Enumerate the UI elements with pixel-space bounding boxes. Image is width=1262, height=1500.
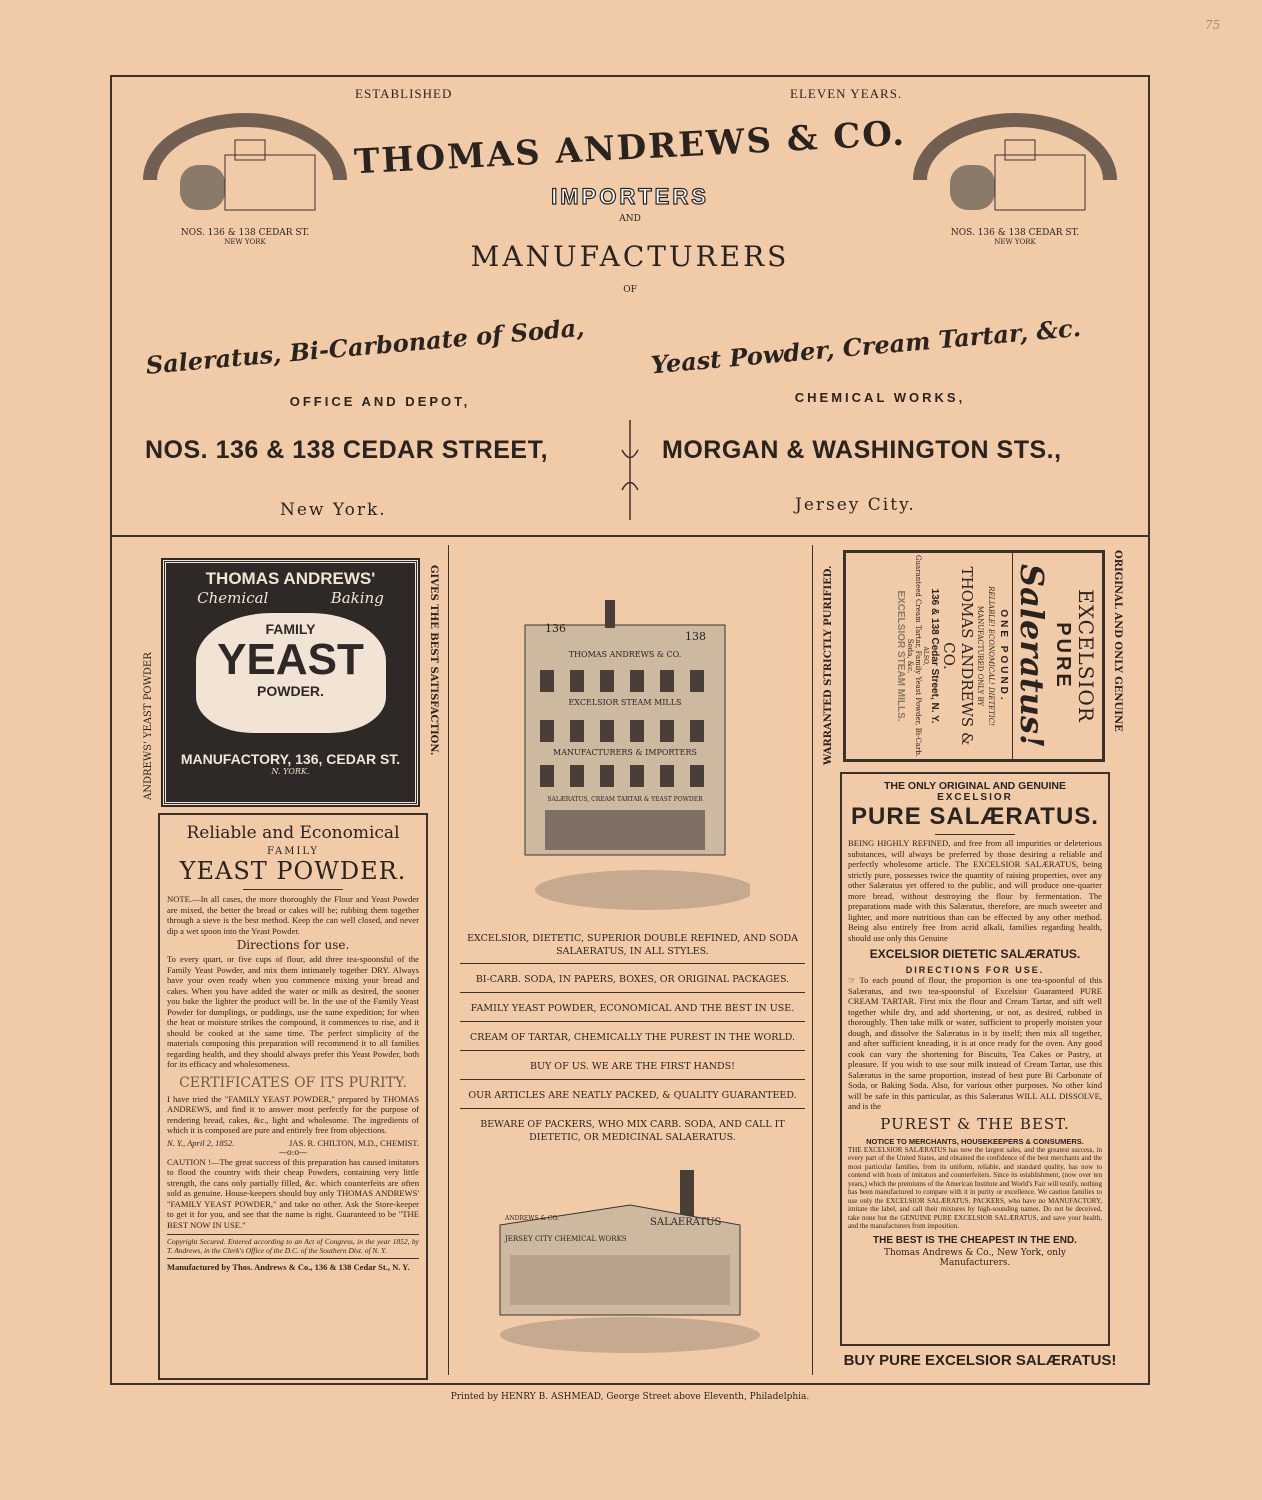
- saleratus-ad: [840, 772, 1110, 1346]
- label-chemical: Chemical: [197, 589, 269, 607]
- ad-title: YEAST POWDER.: [179, 857, 407, 885]
- company-name: THOMAS ANDREWS & CO.: [353, 113, 907, 183]
- label-reliable: RELIABLE! ECONOMICAL! DIETETIC!: [987, 586, 995, 726]
- logo-city: NEW YORK: [224, 238, 266, 246]
- yeast-powder-ad: [158, 813, 428, 1380]
- address-left: NOS. 136 & 138 CEDAR STREET,: [145, 436, 549, 464]
- logo-city: NEW YORK: [994, 238, 1036, 246]
- established: ESTABLISHED: [355, 86, 453, 101]
- label-chemical-baking: [166, 589, 415, 607]
- manufactured-by: Manufactured by Thos. Andrews & Co., 136 & 138 Cedar St., N. Y.: [167, 1258, 419, 1272]
- logo-address: NOS. 136 & 138 CEDAR ST.: [950, 228, 1080, 238]
- excelsior-label: EXCELSIOR: [937, 792, 1013, 803]
- label-family: FAMILY: [265, 621, 316, 637]
- sign-company: THOMAS ANDREWS & CO.: [568, 650, 682, 659]
- product-left: Saleratus, Bi-Carbonate of Soda,: [144, 312, 586, 380]
- chemical-works-engraving: [490, 1165, 770, 1365]
- directions-title: DIRECTIONS FOR USE.: [905, 965, 1045, 975]
- label-manufactory: MANUFACTORY, 136, CEDAR ST.: [180, 751, 401, 767]
- logo-right-address: [910, 228, 1120, 246]
- product-right: Yeast Powder, Cream Tartar, &c.: [649, 312, 1083, 380]
- product-line: BUY OF US. WE ARE THE FIRST HANDS!: [460, 1050, 805, 1079]
- label-one-pound: ONE POUND.: [998, 553, 1013, 759]
- side-text: GIVES THE BEST SATISFACTION.: [428, 565, 439, 756]
- sign-manufacturers: MANUFACTURERS & IMPORTERS: [553, 748, 697, 757]
- importers: IMPORTERS: [551, 184, 709, 209]
- address-right: MORGAN & WASHINGTON STS.,: [662, 436, 1062, 464]
- logo-left-address: [140, 228, 350, 246]
- directions-text: To every quart, or five cups of flour, add three tea-spoonsful of the Family Yeast Powder, and mix them intimately together DRY. Always have your oven ready when you commence mixing your bread and cakes. When you have added the water or milk as desired, the sooner you bake the lighter the product will be. In the use of the Family Yeast Powder for dumplings, or puddings, use the same expedition; for when the heat or moisture strikes the compound, it commences to rise, and it should be cooked at the same time. The perfect simplicity of the materials composing this preparation will recommend it to all families regarding health, and they should always prefer this Yeast Powder, both for its efficacy and wholesomeness.: [167, 954, 419, 1069]
- label-mills: EXCELSIOR STEAM MILLS.: [895, 590, 906, 722]
- caution-text: CAUTION !—The great success of this preparation has caused imitators to flood the country with their cheap Powders, containing very little strength, the cans only partially filled, &c. which counterfeits are often sold as genuine. House-keepers should buy only THOMAS ANDREWS' "FAMILY YEAST POWDER," and take no other. Ask the Store-keeper to get it for you, and see that the name is right. Guaranteed to be "THE BEST NOW IN USE.": [167, 1156, 419, 1230]
- side-text: ORIGINAL AND ONLY GENUINE: [1112, 550, 1123, 732]
- ad-title: PURE SALÆRATUS.: [851, 803, 1099, 830]
- label-baking: Baking: [330, 589, 384, 607]
- certificate-signature: [167, 1138, 419, 1148]
- body-text: BEING HIGHLY REFINED, and free from all impurities or deleterious substances, will always be preferred by those desiring a reliable and perfectly wholesome article. The EXCELSIOR SALÆRATUS, being strictly pure, possesses twice the quantity of raising properties, over any other Salæratus yet offered to the public, and will produce one-quarter more bread, without destroying the flour by fermentation. The preparations made with this Salæratus, therefore, are much sweeter and lighter, and more nutritious than can be effected by any other method. Being also entirely free from acrid alkali, families regarding health, should use only this Genuine: [848, 838, 1102, 943]
- column-divider: [812, 545, 813, 1375]
- corner-mark: 75: [1205, 18, 1221, 32]
- product-line: CREAM OF TARTAR, CHEMICALLY THE PUREST IN THE WORLD.: [460, 1021, 805, 1050]
- sign-136: 136: [545, 622, 566, 635]
- label-yeast: YEAST: [217, 635, 364, 684]
- label-mfd: MANUFACTURED ONLY BY: [976, 605, 984, 707]
- cert-date: N. Y., April 2, 1852.: [167, 1137, 235, 1148]
- copyright-text: Copyright Secured. Entered according to an Act of Congress, in the year 1852, by T. Andrews, in the Clerk's Office of the D.C. of the Southern Dist. of N. Y.: [167, 1234, 419, 1255]
- family-label: FAMILY: [266, 846, 320, 857]
- sign-works-saleratus: SALAERATUS: [650, 1217, 722, 1228]
- product-line: EXCELSIOR, DIETETIC, SUPERIOR DOUBLE REFINED, AND SODA SALAERATUS, IN ALL STYLES.: [467, 933, 798, 957]
- only-genuine: THE ONLY ORIGINAL AND GENUINE: [883, 780, 1067, 792]
- label-saleratus: Saleratus!: [1013, 563, 1051, 749]
- product-list: [460, 932, 805, 1150]
- section-divider: [110, 535, 1150, 537]
- factory-illustration: [490, 1165, 770, 1365]
- label-powder: POWDER.: [257, 683, 324, 699]
- steam-mills-engraving: [505, 600, 750, 920]
- product-line: OUR ARTICLES ARE NEATLY PACKED, & QUALITY GUARANTEED.: [460, 1079, 805, 1108]
- label-pure: PURE: [1052, 622, 1074, 690]
- cert-signer: JAS. R. CHILTON, M.D., CHEMIST.: [289, 1137, 419, 1148]
- logo-address: NOS. 136 & 138 CEDAR ST.: [180, 228, 310, 238]
- certificate-text: I have tried the "FAMILY YEAST POWDER," prepared by THOMAS ANDREWS, and find it to answer most perfectly for the purpose of rendering bread, cakes, &c., light and wholesome. The ingredients of which it is composed are pure and entirely free from objections.: [167, 1093, 419, 1135]
- directions-text: ☞ To each pound of flour, the proportion is one tea-spoonful of this Salæratus, and two tea-spoonsful of Excelsior Guaranteed PURE CREAM TARTAR. First mix the flour and Cream Tartar, and sift well together while dry, and add shortening, or not, as desired, rubbed in thoroughly. Then take milk or water, sufficient to properly moisten your dough, and dissolve the Salæratus in it by itself; then mix all together, and after sufficient kneading, it is at once ready for the oven. Any good cook can vary the shortening for Biscuits, Tea Cakes or Pastry, at pleasure. If you wish to use sour milk instead of Cream Tartar, use this Salæratus in the same proportion, instead of best pure Bi Carbonate of Soda, or Baking Soda. Also, for various other purposes. No other kind will be safe in this particular, as this Salæratus WILL ALL DISSOLVE, and is the: [848, 975, 1102, 1111]
- buy-slogan: BUY PURE EXCELSIOR SALÆRATUS!: [843, 1352, 1117, 1369]
- product-line: BI-CARB. SODA, IN PAPERS, BOXES, OR ORIGINAL PACKAGES.: [460, 963, 805, 992]
- purest-heading: PUREST & THE BEST.: [880, 1114, 1070, 1133]
- printer-footer: Printed by HENRY B. ASHMEAD, George Street above Eleventh, Philadelphia.: [450, 1392, 810, 1402]
- office-depot: OFFICE AND DEPOT,: [289, 394, 471, 409]
- label-address: 136 & 138 Cedar Street, N. Y.: [929, 588, 940, 724]
- label-excelsior: EXCELSIOR: [1074, 589, 1098, 723]
- notice-title: NOTICE TO MERCHANTS, HOUSEKEEPERS & CONSUMERS.: [866, 1136, 1084, 1146]
- reliable-heading: Reliable and Economical: [186, 823, 400, 843]
- manufacturers: MANUFACTURERS: [470, 240, 790, 273]
- sign-works-name: JERSEY CITY CHEMICAL WORKS: [505, 1235, 627, 1243]
- of: OF: [623, 285, 637, 295]
- side-text: ANDREWS' YEAST POWDER: [143, 652, 154, 800]
- ornament-icon: [617, 420, 643, 520]
- label-products: Guaranteed Cream Tartar, Family Yeast Powder, Bi-Carb. Soda, &c.: [906, 554, 922, 758]
- logo-right: [910, 110, 1120, 225]
- city-right: Jersey City.: [795, 495, 916, 515]
- dietetic-heading: EXCELSIOR DIETETIC SALÆRATUS.: [869, 947, 1081, 961]
- certificates-title: CERTIFICATES OF ITS PURITY.: [179, 1074, 407, 1091]
- yeast-powder-label: [163, 560, 418, 805]
- product-line: FAMILY YEAST POWDER, ECONOMICAL AND THE BEST IN USE.: [460, 992, 805, 1021]
- eleven-years: ELEVEN YEARS.: [790, 86, 903, 101]
- sign-products: SALÆRATUS, CREAM TARTAR & YEAST POWDER: [547, 796, 703, 803]
- product-line: BEWARE OF PACKERS, WHO MIX CARB. SODA, AND CALL IT DIETETIC, OR MEDICINAL SALAERATUS.: [460, 1108, 805, 1150]
- sign-138: 138: [685, 630, 706, 643]
- cheapest-line: THE BEST IS THE CHEAPEST IN THE END.: [873, 1234, 1077, 1246]
- chemical-works: CHEMICAL WORKS,: [794, 390, 966, 405]
- directions-title: Directions for use.: [236, 938, 350, 952]
- label-company: THOMAS ANDREWS & CO.: [940, 566, 976, 746]
- label-rotated: [846, 553, 1102, 759]
- side-text: WARRANTED STRICTLY PURIFIED.: [823, 565, 834, 765]
- label-also: ALSO,: [922, 646, 929, 666]
- notice-text: THE EXCELSIOR SALÆRATUS has now the largest sales, and the greatest success, in every part of the United States, and obtained the confidence of the best merchants and the most particular families, from its uniform, reliable, and standard quality, has now to contend with hosts of imitators and counterfeiters. Since its establishment, (now over ten years,) which the premiums of the American Institute and World's Fair will testify, nothing has been manufactured to compare with it in purity or excellence. We caution families to use only the EXCELSIOR SALÆRATUS. PACKERS, who have no MANUFACTORY, imitate the label, and call their mixtures by high-sounding names. Do not be deceived, take none but the GENUINE PURE EXCELSIOR SALÆRATUS, and save your health, and the manufacturers from imposition.: [848, 1145, 1102, 1230]
- saleratus-label: [843, 550, 1105, 762]
- city-left: New York.: [280, 500, 387, 520]
- label-shield: [196, 613, 386, 733]
- building-illustration: [505, 600, 750, 920]
- label-city: N. YORK.: [271, 767, 310, 776]
- sign-works-company: ANDREWS & CO.: [505, 1215, 559, 1222]
- only-manufacturers: Thomas Andrews & Co., New York, only Manufacturers.: [883, 1247, 1067, 1268]
- label-brand: THOMAS ANDREWS': [205, 569, 376, 588]
- and: AND: [619, 214, 641, 224]
- column-divider: [448, 545, 449, 1375]
- logo-left: [140, 110, 350, 225]
- sign-mills: EXCELSIOR STEAM MILLS: [568, 698, 682, 707]
- note-text: NOTE.—In all cases, the more thoroughly the Flour and Yeast Powder are mixed, the better the bread or cakes will be; rubbing them together through a sieve is the best method. Keep the can well closed, and never dip a wet spoon into the Yeast Powder.: [167, 894, 419, 936]
- separator: —o:o—: [278, 1147, 308, 1157]
